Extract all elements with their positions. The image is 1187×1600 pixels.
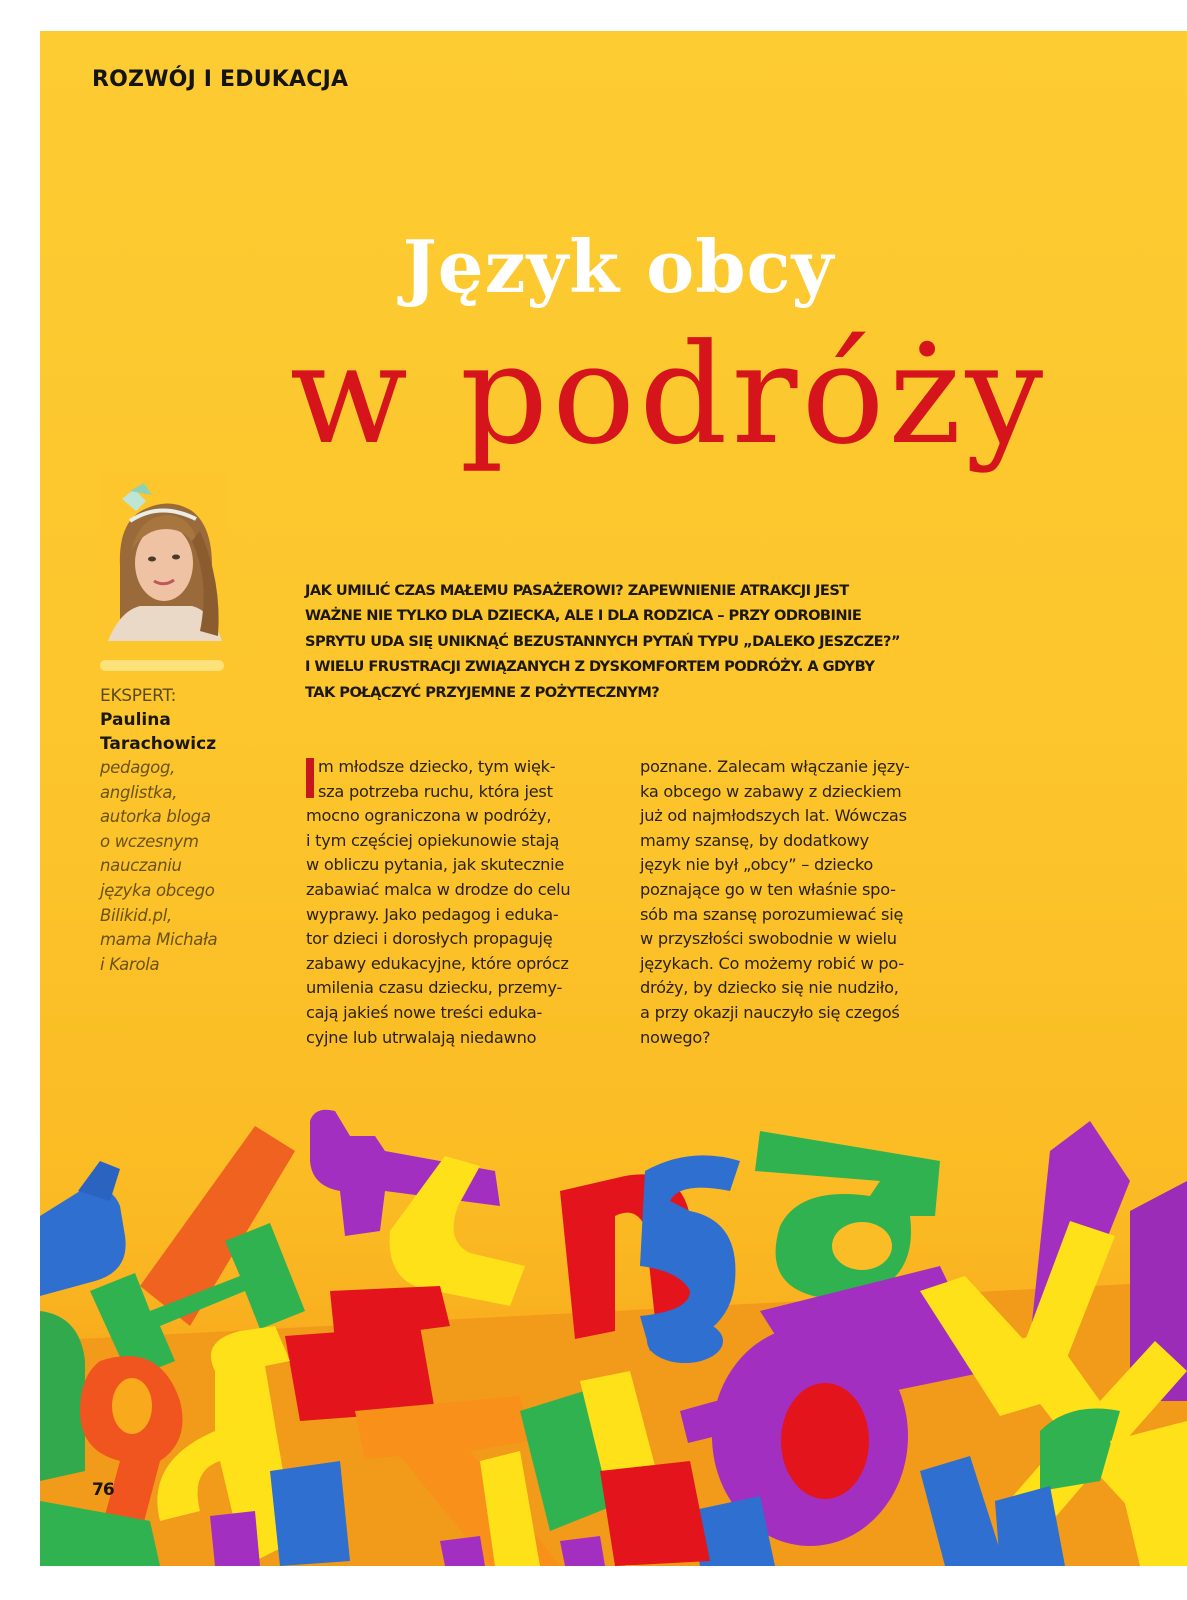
body-line: sób ma szansę porozumiewać się	[640, 904, 904, 924]
bio-line: nauczaniu	[100, 856, 182, 876]
body-line: zabawiać malca w drodze do celu	[306, 879, 571, 899]
bio-line: języka obcego	[100, 880, 215, 900]
expert-name-first: Paulina	[100, 710, 171, 730]
expert-label: EKSPERT:	[100, 686, 177, 706]
body-line: sza potrzeba ruchu, która jest	[318, 781, 553, 801]
body-line: nowego?	[640, 1027, 711, 1047]
expert-name-bar	[100, 660, 224, 671]
body-line: w przyszłości swobodnie w wielu	[640, 929, 897, 949]
bio-line: pedagog,	[100, 758, 176, 777]
bio-line: mama Michała	[100, 930, 218, 950]
dropcap-initial	[306, 758, 314, 798]
body-line: cyjne lub utrwalają niedawno	[306, 1027, 537, 1047]
bio-line: i Karola	[100, 954, 160, 974]
magazine-page	[40, 31, 1187, 1566]
lead-line: I WIELU FRUSTRACJI ZWIĄZANYCH Z DYSKOMFORTEM PODRÓŻY. A GDYBY	[305, 658, 875, 676]
expert-portrait	[100, 471, 228, 641]
expert-name-last: Tarachowicz	[100, 734, 217, 754]
bio-line: o wczesnym	[100, 831, 199, 851]
bio-line: anglistka,	[100, 782, 178, 802]
body-line: umilenia czasu dziecku, przemy-	[306, 978, 563, 998]
article-column-1	[306, 755, 616, 1050]
body-line: cają jakieś nowe treści eduka-	[306, 1002, 543, 1022]
plastic-letters-icon	[40, 1041, 1187, 1566]
body-line: poznane. Zalecam włączanie języ-	[640, 757, 910, 776]
lead-line: TAK POŁĄCZYĆ PRZYJEMNE Z POŻYTECZNYM?	[305, 683, 660, 701]
article-title-line-1: Język obcy	[402, 224, 835, 309]
body-line: m młodsze dziecko, tym więk-	[318, 757, 556, 776]
body-line: język nie był „obcy” – dziecko	[640, 855, 874, 875]
article-lead	[305, 578, 965, 705]
body-line: wyprawy. Jako pedagog i eduka-	[306, 904, 559, 924]
body-line: a przy okazji nauczyło się czegoś	[640, 1002, 900, 1022]
bio-line: Bilikid.pl,	[100, 905, 172, 925]
article-title-line-2: w podróży	[289, 314, 1048, 475]
body-line: ka obcego w zabawy z dzieckiem	[640, 781, 902, 801]
lead-line: WAŻNE NIE TYLKO DLA DZIECKA, ALE I DLA RODZICA – PRZY ODROBINIE	[305, 607, 862, 625]
body-line: zabawy edukacyjne, które oprócz	[306, 953, 569, 973]
body-line: już od najmłodszych lat. Wówczas	[640, 806, 907, 826]
section-label: ROZWÓJ I EDUKACJA	[92, 67, 349, 92]
bio-line: autorka bloga	[100, 807, 211, 827]
expert-box	[100, 684, 260, 977]
portrait-photo-icon	[100, 471, 228, 641]
body-line: językach. Co możemy robić w po-	[640, 953, 904, 973]
lead-line: JAK UMILIĆ CZAS MAŁEMU PASAŻEROWI? ZAPEWNIENIE ATRAKCJI JEST	[305, 582, 849, 599]
body-line: tor dzieci i dorosłych propaguję	[306, 929, 553, 949]
body-line: mamy szansę, by dodatkowy	[640, 830, 869, 850]
body-line: mocno ograniczona w podróży,	[306, 806, 552, 826]
expert-bio	[100, 756, 260, 977]
lead-line: SPRYTU UDA SIĘ UNIKNĄĆ BEZUSTANNYCH PYTAŃ TYPU „DALEKO JESZCZE?”	[305, 632, 901, 650]
body-line: i tym częściej opiekunowie stają	[306, 830, 560, 850]
page-number: 76	[92, 1480, 114, 1500]
body-line: dróży, by dziecko się nie nudziło,	[640, 978, 899, 998]
article-column-2	[640, 755, 970, 1050]
alphabet-letters-photo	[40, 1041, 1187, 1566]
body-line: poznające go w ten właśnie spo-	[640, 879, 896, 899]
body-line: w obliczu pytania, jak skutecznie	[306, 855, 565, 875]
